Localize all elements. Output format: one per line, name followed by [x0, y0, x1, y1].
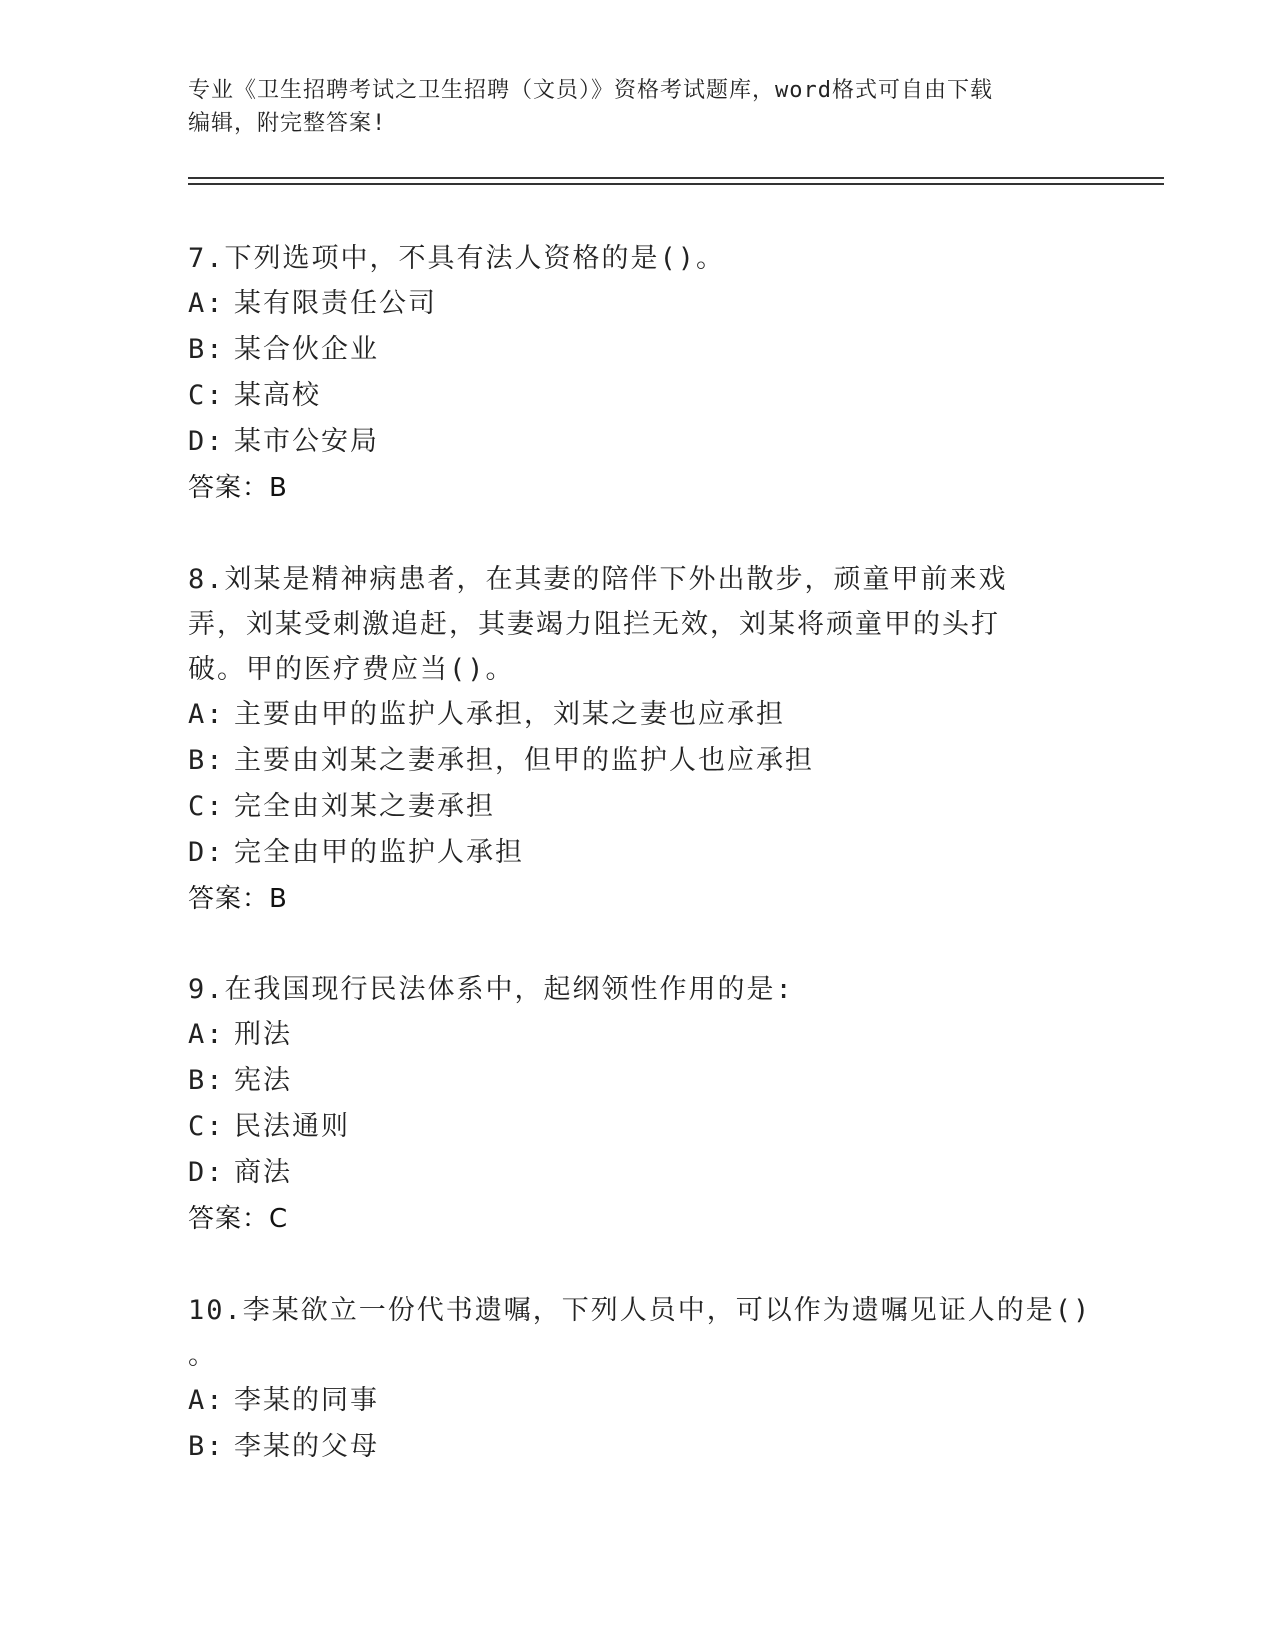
header-divider-top: [188, 177, 1164, 179]
answer-line: [188, 465, 1088, 511]
question-text: [188, 557, 1048, 692]
question-body: 在我国现行民法体系中，起纲领性作用的是:: [224, 974, 794, 1005]
header-line-1: 专业《卫生招聘考试之卫生招聘（文员）》资格考试题库，word格式可自由下载: [188, 78, 993, 103]
question-7: [188, 236, 1088, 511]
option-letter: B:: [188, 334, 225, 365]
option-letter: B:: [188, 745, 225, 776]
question-body: 李某欲立一份代书遗嘱，下列人员中，可以作为遗嘱见证人的是(): [242, 1295, 1092, 1326]
option-letter: C:: [188, 791, 225, 822]
option-b: [188, 1424, 1088, 1470]
option-letter: A:: [188, 699, 225, 730]
option-c: [188, 1104, 1088, 1150]
option-text: 主要由刘某之妻承担，但甲的监护人也应承担: [234, 745, 814, 776]
option-text: 某合伙企业: [234, 334, 379, 365]
question-number: 8.: [188, 564, 225, 595]
answer-line: [188, 876, 1088, 922]
answer-value: B: [269, 473, 288, 503]
header-divider-bottom: [188, 183, 1164, 185]
question-number: 9.: [188, 974, 225, 1005]
option-letter: B:: [188, 1065, 225, 1096]
option-text: 民法通则: [234, 1111, 350, 1142]
option-text: 某高校: [234, 380, 321, 411]
option-text: 某市公安局: [234, 426, 379, 457]
option-letter: D:: [188, 1157, 225, 1188]
option-a: [188, 1012, 1088, 1058]
question-text: [188, 1288, 1092, 1333]
option-letter: A:: [188, 288, 225, 319]
answer-value: C: [269, 1204, 289, 1234]
option-text: 某有限责任公司: [234, 288, 437, 319]
header-line-2: 编辑，附完整答案!: [188, 111, 387, 136]
option-b: [188, 738, 1088, 784]
question-body: 刘某是精神病患者，在其妻的陪伴下外出散步，顽童甲前来戏弄，刘某受刺激追赶，其妻竭力阻拦无效，刘某将顽童甲的头打破。甲的医疗费应当()。: [188, 564, 1008, 685]
answer-line: [188, 1196, 1088, 1242]
answer-value: B: [269, 884, 288, 914]
option-a: [188, 281, 1088, 327]
option-d: [188, 830, 1088, 876]
option-c: [188, 784, 1088, 830]
option-a: [188, 692, 1088, 738]
option-text: 宪法: [234, 1065, 292, 1096]
option-text: 完全由刘某之妻承担: [234, 791, 495, 822]
option-letter: B:: [188, 1431, 225, 1462]
option-d: [188, 1150, 1088, 1196]
option-letter: A:: [188, 1385, 225, 1416]
option-text: 主要由甲的监护人承担，刘某之妻也应承担: [234, 699, 785, 730]
option-letter: C:: [188, 380, 225, 411]
option-c: [188, 373, 1088, 419]
document-header: [188, 74, 1078, 140]
option-text: 李某的父母: [234, 1431, 379, 1462]
question-text: [188, 967, 1088, 1012]
question-text-tail: 。: [188, 1340, 217, 1371]
question-number: 10.: [188, 1295, 243, 1326]
question-body: 下列选项中，不具有法人资格的是()。: [224, 243, 726, 274]
question-9: [188, 967, 1088, 1242]
question-8: [188, 557, 1088, 922]
answer-label: 答案：: [188, 1204, 270, 1234]
question-text: [188, 236, 1088, 281]
option-text: 完全由甲的监护人承担: [234, 837, 524, 868]
answer-label: 答案：: [188, 884, 270, 914]
option-text: 商法: [234, 1157, 292, 1188]
answer-label: 答案：: [188, 473, 270, 503]
question-number: 7.: [188, 243, 225, 274]
option-letter: D:: [188, 837, 225, 868]
option-b: [188, 1058, 1088, 1104]
question-10: [188, 1288, 1092, 1470]
option-text: 刑法: [234, 1019, 292, 1050]
option-a: [188, 1378, 1088, 1424]
option-text: 李某的同事: [234, 1385, 379, 1416]
option-letter: C:: [188, 1111, 225, 1142]
option-b: [188, 327, 1088, 373]
option-letter: D:: [188, 426, 225, 457]
option-d: [188, 419, 1088, 465]
option-letter: A:: [188, 1019, 225, 1050]
